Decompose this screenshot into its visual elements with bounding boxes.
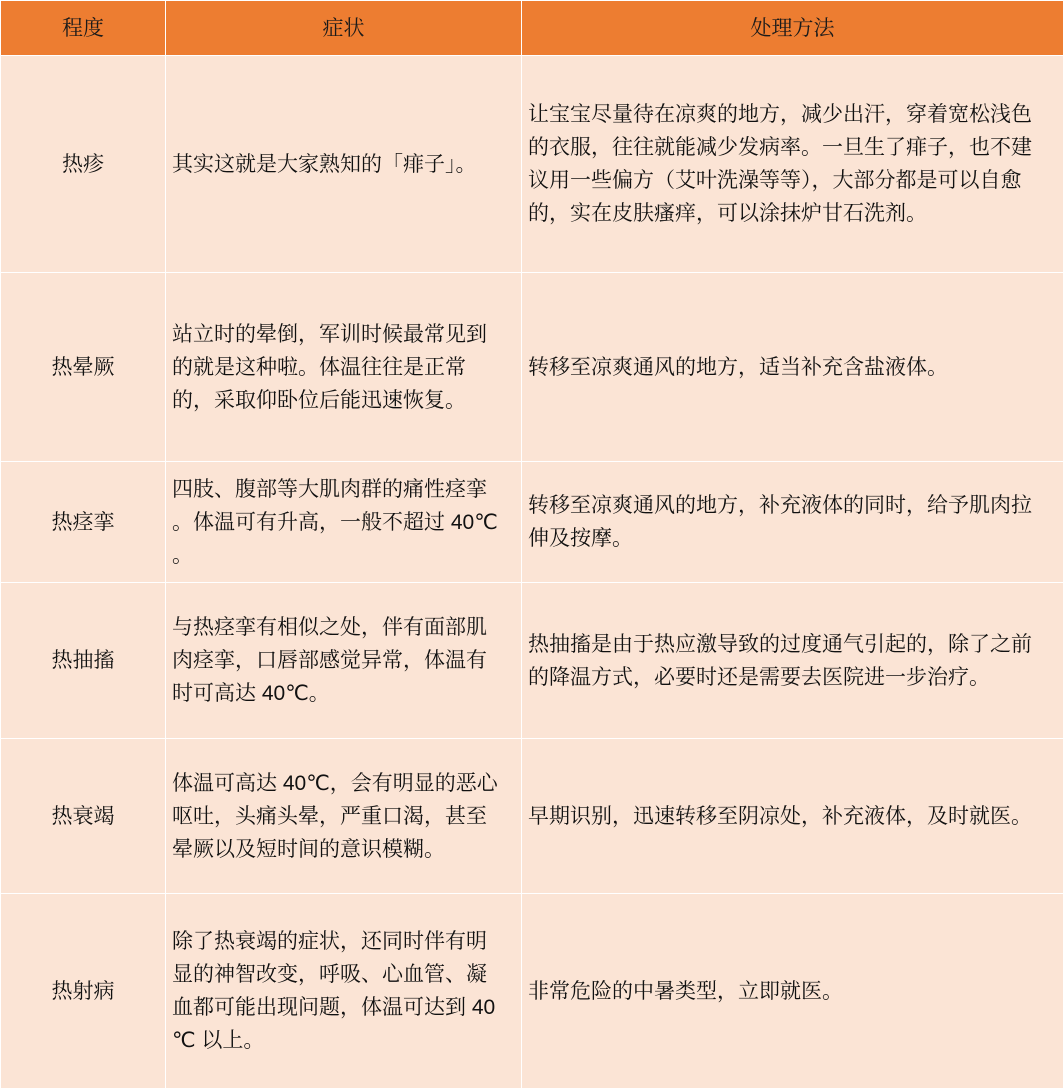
- treatment-cell: 让宝宝尽量待在凉爽的地方，减少出汗，穿着宽松浅色 的衣服，往往就能减少发病率。一旦生了痱子，也不建 议用一些偏方（艾叶洗澡等等），大部分都是可以自愈 的，实在皮肤瘙痒，可以涂抹炉甘石洗剂。: [522, 56, 1063, 273]
- header-treatment: 处理方法: [522, 1, 1063, 56]
- degree-cell: 热痉挛: [1, 462, 166, 583]
- symptom-cell: 与热痉挛有相似之处，伴有面部肌 肉痉挛，口唇部感觉异常，体温有 时可高达 40℃。: [166, 583, 522, 739]
- symptom-cell: 除了热衰竭的症状，还同时伴有明 显的神智改变，呼吸、心血管、凝 血都可能出现问题，体温可达到 40 ℃ 以上。: [166, 894, 522, 1089]
- table-row: [1, 894, 1063, 1089]
- table-row: [1, 583, 1063, 739]
- treatment-cell: 转移至凉爽通风的地方，补充液体的同时，给予肌肉拉 伸及按摩。: [522, 462, 1063, 583]
- table-row: [1, 739, 1063, 894]
- degree-cell: 热抽搐: [1, 583, 166, 739]
- degree-cell: 热疹: [1, 56, 166, 273]
- symptom-cell: 站立时的晕倒，军训时候最常见到 的就是这种啦。体温往往是正常 的，采取仰卧位后能迅速恢复。: [166, 273, 522, 462]
- treatment-cell: 早期识别，迅速转移至阴凉处，补充液体，及时就医。: [522, 739, 1063, 894]
- treatment-cell: 转移至凉爽通风的地方，适当补充含盐液体。: [522, 273, 1063, 462]
- header-degree: 程度: [1, 1, 166, 56]
- table-row: [1, 56, 1063, 273]
- symptom-cell: 四肢、腹部等大肌肉群的痛性痉挛 。体温可有升高，一般不超过 40℃ 。: [166, 462, 522, 583]
- degree-cell: 热衰竭: [1, 739, 166, 894]
- symptom-cell: 体温可高达 40℃，会有明显的恶心 呕吐，头痛头晕，严重口渴，甚至 晕厥以及短时间的意识模糊。: [166, 739, 522, 894]
- treatment-cell: 热抽搐是由于热应激导致的过度通气引起的，除了之前 的降温方式，必要时还是需要去医院进一步治疗。: [522, 583, 1063, 739]
- header-symptom: 症状: [166, 1, 522, 56]
- table-row: [1, 273, 1063, 462]
- symptom-cell: 其实这就是大家熟知的「痱子」。: [166, 56, 522, 273]
- table-row: [1, 462, 1063, 583]
- treatment-cell: 非常危险的中暑类型，立即就医。: [522, 894, 1063, 1089]
- degree-cell: 热晕厥: [1, 273, 166, 462]
- degree-cell: 热射病: [1, 894, 166, 1089]
- header-row: [1, 1, 1063, 56]
